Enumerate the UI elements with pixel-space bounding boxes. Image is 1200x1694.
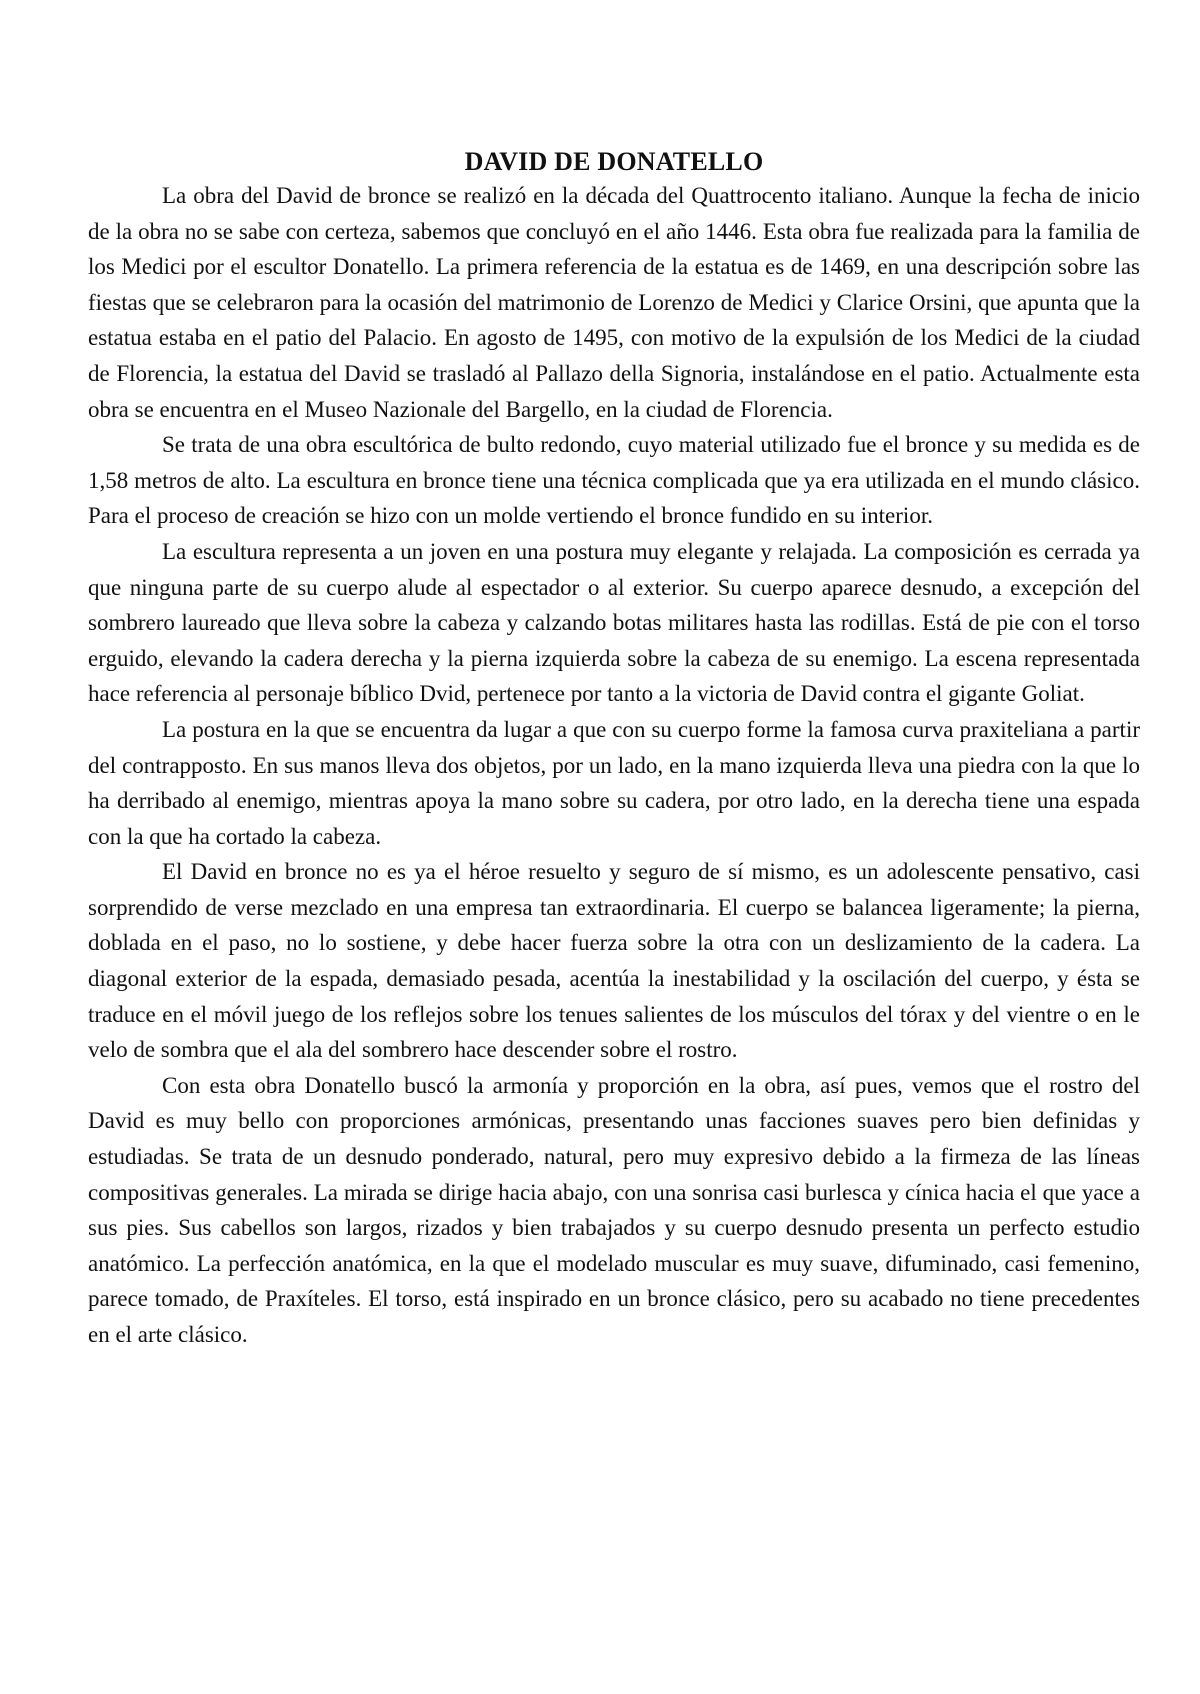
paragraph-3: La escultura representa a un joven en una postura muy elegante y relajada. La composición es cerrada ya que ninguna parte de su cuerpo alude al espectador o al exterior. Su cuerpo aparece desnudo, a excepción del sombrero laureado que lleva sobre la cabeza y calzando botas militares hasta las rodillas. Está de pie con el torso erguido, elevando la cadera derecha y la pierna izquierda sobre la cabeza de su enemigo. La escena representada hace referencia al personaje bíblico Dvid, pertenece por tanto a la victoria de David contra el gigante Goliat. (88, 538, 1140, 707)
document-title: DAVID DE DONATELLO (464, 147, 764, 176)
paragraph-4: La postura en la que se encuentra da lugar a que con su cuerpo forme la famosa curva praxiteliana a partir del contrapposto. En sus manos lleva dos objetos, por un lado, en la mano izquierda lleva una piedra con la que lo ha derribado al enemigo, mientras apoya la mano sobre su cadera, por otro lado, en la derecha tiene una espada con la que ha cortado la cabeza. (88, 716, 1140, 849)
paragraph-1: La obra del David de bronce se realizó en la década del Quattrocento italiano. Aunque la fecha de inicio de la obra no se sabe con certeza, sabemos que concluyó en el año 1446. Esta obra fue realizada para la familia de los Medici por el escultor Donatello. La primera referencia de la estatua es de 1469, en una descripción sobre las fiestas que se celebraron para la ocasión del matrimonio de Lorenzo de Medici y Clarice Orsini, que apunta que la estatua estaba en el patio del Palacio. En agosto de 1495, con motivo de la expulsión de los Medici de la ciudad de Florencia, la estatua del David se trasladó al Pallazo della Signoria, instalándose en el patio. Actualmente esta obra se encuentra en el Museo Nazionale del Bargello, en la ciudad de Florencia. (88, 183, 1140, 422)
paragraph-5: El David en bronce no es ya el héroe resuelto y seguro de sí mismo, es un adolescente pensativo, casi sorprendido de verse mezclado en una empresa tan extraordinaria. El cuerpo se balancea ligeramente; la pierna, doblada en el paso, no lo sostiene, y debe hacer fuerza sobre la otra con un deslizamiento de la cadera. La diagonal exterior de la espada, demasiado pesada, acentúa la inestabilidad y la oscilación del cuerpo, y ésta se traduce en el móvil juego de los reflejos sobre los tenues salientes de los músculos del tórax y del vientre o en le velo de sombra que el ala del sombrero hace descender sobre el rostro. (88, 859, 1140, 1063)
document-page (88, 146, 1140, 1353)
paragraph-6: Con esta obra Donatello buscó la armonía y proporción en la obra, así pues, vemos que el rostro del David es muy bello con proporciones armónicas, presentando unas facciones suaves pero bien definidas y estudiadas. Se trata de un desnudo ponderado, natural, pero muy expresivo debido a la firmeza de las líneas compositivas generales. La mirada se dirige hacia abajo, con una sonrisa casi burlesca y cínica hacia el que yace a sus pies. Sus cabellos son largos, rizados y bien trabajados y su cuerpo desnudo presenta un perfecto estudio anatómico. La perfección anatómica, en la que el modelado muscular es muy suave, difuminado, casi femenino, parece tomado, de Praxíteles. El torso, está inspirado en un bronce clásico, pero su acabado no tiene precedentes en el arte clásico. (88, 1072, 1140, 1347)
paragraph-2: Se trata de una obra escultórica de bulto redondo, cuyo material utilizado fue el bronce y su medida es de 1,58 metros de alto. La escultura en bronce tiene una técnica complicada que ya era utilizada en el mundo clásico. Para el proceso de creación se hizo con un molde vertiendo el bronce fundido en su interior. (88, 432, 1140, 529)
